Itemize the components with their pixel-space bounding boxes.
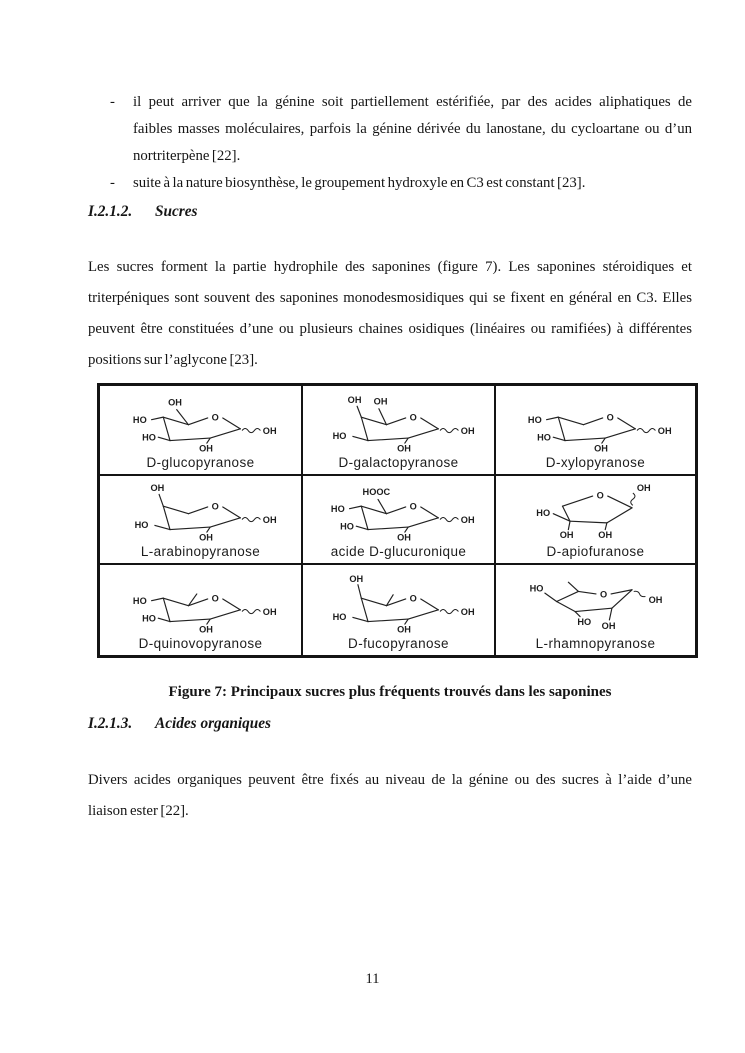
svg-text:HO: HO [332, 430, 346, 441]
svg-text:O: O [599, 589, 607, 600]
svg-text:HO: HO [132, 595, 147, 606]
svg-text:O: O [211, 412, 219, 423]
sugar-structure-drawing [503, 392, 689, 454]
bullet-list [88, 89, 692, 197]
svg-text:HO: HO [529, 583, 543, 594]
section-number: I.2.1.2. [88, 203, 133, 220]
structure-name: L-rhamnopyranose [535, 635, 656, 651]
svg-text:OH: OH [198, 532, 213, 543]
figure-cell-d-galactopyranose [303, 386, 496, 476]
svg-text:OH: OH [657, 425, 672, 436]
structure-name: acide D-glucuronique [330, 544, 467, 560]
text-line: triterpéniques sont souvent des saponines monodesmosidiques qui se fixent en général en C3. Elles [88, 290, 692, 306]
sugar-structure-drawing [503, 573, 689, 635]
text-line: Divers acides organiques peuvent être fixés au niveau de la génine ou des sucres à l’aide d’une [88, 772, 692, 788]
svg-text:OH: OH [396, 443, 411, 454]
svg-text:OH: OH [150, 483, 164, 494]
sugar-structure-drawing [306, 392, 492, 454]
svg-text:HO: HO [576, 616, 591, 627]
svg-text:OH: OH [460, 515, 475, 526]
svg-text:HO: HO [339, 521, 354, 532]
svg-text:O: O [409, 593, 417, 604]
svg-text:HO: HO [536, 432, 551, 443]
figure-caption: Figure 7: Principaux sucres plus fréquents trouvés dans les saponines [168, 684, 612, 700]
section-heading-acides-organiques [88, 715, 692, 733]
svg-text:HO: HO [132, 414, 147, 425]
section-heading-sucres [88, 203, 692, 221]
svg-text:OH: OH [396, 624, 411, 635]
text-line: positions sur l’aglycone [23]. [88, 352, 258, 368]
svg-text:OH: OH [373, 396, 387, 407]
svg-text:O: O [211, 593, 219, 604]
text-line: liaison ester [22]. [88, 803, 189, 819]
sugar-structure-drawing [306, 481, 492, 543]
sugar-structure-drawing [306, 573, 492, 635]
bullet-marker: - [110, 94, 115, 110]
svg-text:OH: OH [347, 394, 362, 405]
structure-name: L-arabinopyranose [140, 544, 261, 560]
svg-text:OH: OH [198, 443, 213, 454]
text-line: Les sucres forment la partie hydrophile des saponines (figure 7). Les saponines stéroidiques et [88, 259, 692, 275]
figure-7-grid [97, 383, 698, 658]
svg-text:OH: OH [198, 624, 213, 635]
structure-name: D-xylopyranose [545, 454, 646, 470]
svg-text:O: O [211, 501, 219, 512]
svg-text:OH: OH [636, 483, 651, 494]
svg-text:OH: OH [396, 532, 411, 543]
svg-text:O: O [606, 412, 614, 423]
text-line: nortriterpène [22]. [133, 148, 241, 164]
sugar-structure-drawing [108, 481, 294, 543]
structure-name: D-galactopyranose [338, 454, 459, 470]
svg-text:HO: HO [141, 432, 156, 443]
text-line: peuvent être constituées d’une ou plusieurs chaines osidiques (linéaires ou ramifiées) à différentes [88, 321, 692, 337]
svg-text:OH: OH [262, 425, 277, 436]
svg-text:OH: OH [597, 530, 612, 541]
paragraph-acides [88, 765, 692, 827]
svg-text:HO: HO [332, 611, 346, 622]
figure-cell-d-quinovopyranose [100, 565, 303, 655]
svg-text:HO: HO [535, 508, 550, 519]
structure-name: D-fucopyranose [348, 635, 449, 651]
svg-text:OH: OH [262, 606, 277, 617]
sugar-structure-drawing [108, 392, 294, 454]
svg-text:OH: OH [648, 595, 662, 606]
svg-text:HO: HO [134, 520, 148, 531]
figure-cell-d-apiofuranose [496, 476, 695, 566]
figure-cell-acide-d-glucuronique [303, 476, 496, 566]
bullet-item [88, 170, 692, 197]
paragraph-sucres [88, 252, 692, 376]
structure-name: D-glucopyranose [146, 454, 255, 470]
svg-text:OH: OH [167, 397, 182, 408]
svg-text:OH: OH [559, 530, 574, 541]
bullet-item [88, 89, 692, 170]
svg-text:O: O [409, 412, 417, 423]
text-line: faibles masses moléculaires, parfois la génine dérivée du lanostane, du cycloartane ou d’un [133, 121, 692, 137]
text-line: suite à la nature biosynthèse, le groupement hydroxyle en C3 est constant [23]. [133, 175, 586, 191]
svg-text:HO: HO [141, 613, 156, 624]
svg-text:OH: OH [348, 574, 363, 585]
figure-cell-d-glucopyranose [100, 386, 303, 476]
svg-text:OH: OH [262, 515, 277, 526]
figure-cell-l-arabinopyranose [100, 476, 303, 566]
section-title: Acides organiques [155, 715, 272, 732]
svg-text:HO: HO [330, 504, 345, 515]
page-number: 11 [365, 971, 380, 987]
svg-text:HOOC: HOOC [362, 487, 390, 498]
bullet-marker: - [110, 175, 115, 191]
figure-cell-d-xylopyranose [496, 386, 695, 476]
structure-name: D-apiofuranose [546, 544, 645, 560]
svg-text:OH: OH [460, 425, 475, 436]
sugar-structure-drawing [503, 481, 689, 543]
section-number: I.2.1.3. [88, 715, 133, 732]
svg-text:HO: HO [527, 414, 542, 425]
figure-cell-l-rhamnopyranose [496, 565, 695, 655]
section-title: Sucres [155, 203, 198, 220]
svg-text:O: O [409, 501, 417, 512]
sugar-structure-drawing [108, 573, 294, 635]
svg-text:OH: OH [460, 606, 475, 617]
text-line: il peut arriver que la génine soit partiellement estérifiée, par des acides aliphatiques de [133, 94, 692, 110]
svg-text:O: O [596, 490, 604, 501]
structure-name: D-quinovopyranose [138, 635, 263, 651]
svg-text:OH: OH [601, 621, 615, 632]
svg-text:OH: OH [593, 443, 608, 454]
figure-cell-d-fucopyranose [303, 565, 496, 655]
